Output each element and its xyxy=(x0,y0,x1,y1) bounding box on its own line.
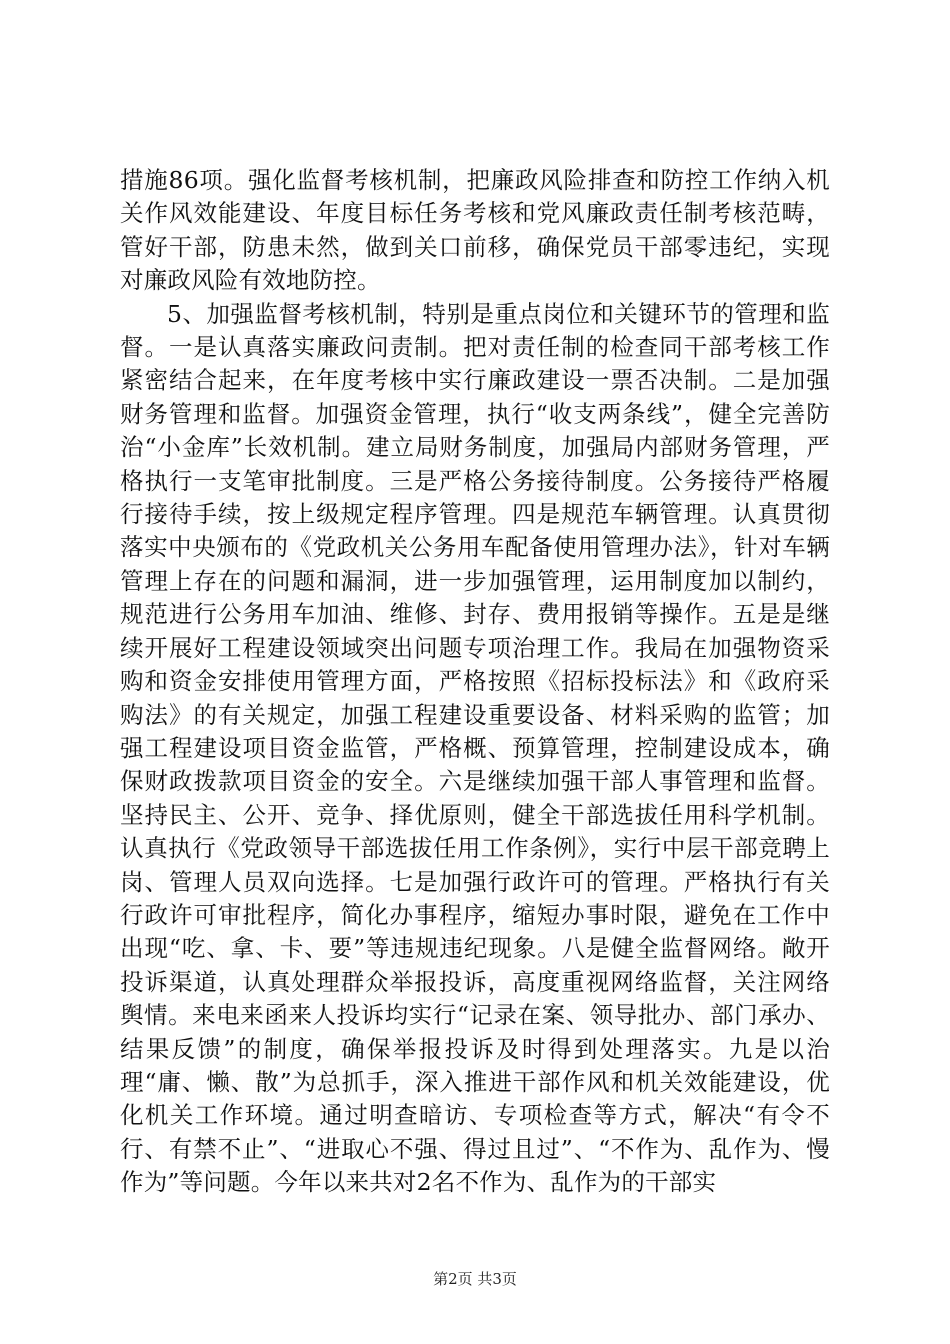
paragraph-continued: 措施86项。强化监督考核机制，把廉政风险排查和防控工作纳入机关作风效能建设、年度目标任务考核和党风廉政责任制考核范畴，管好干部，防患未然，做到关口前移，确保党员干部零违纪，实现对廉政风险有效地防控。 xyxy=(120,166,830,295)
document-body xyxy=(120,164,830,1200)
paragraph-section-5: 5、加强监督考核机制，特别是重点岗位和关键环节的管理和监督。一是认真落实廉政问责制。把对责任制的检查同干部考核工作紧密结合起来，在年度考核中实行廉政建设一票否决制。二是加强财务管理和监督。加强资金管理，执行“收支两条线”，健全完善防治“小金库”长效机制。建立局财务制度，加强局内部财务管理，严格执行一支笔审批制度。三是严格公务接待制度。公务接待严格履行接待手续，按上级规定程序管理。四是规范车辆管理。认真贯彻落实中央颁布的《党政机关公务用车配备使用管理办法》，针对车辆管理上存在的问题和漏洞，进一步加强管理，运用制度加以制约，规范进行公务用车加油、维修、封存、费用报销等操作。五是是继续开展好工程建设领域突出问题专项治理工作。我局在加强物资采购和资金安排使用管理方面，严格按照《招标投标法》和《政府采购法》的有关规定，加强工程建设重要设备、材料采购的监管；加强工程建设项目资金监管，严格概、预算管理，控制建设成本，确保财政拨款项目资金的安全。六是继续加强干部人事管理和监督。坚持民主、公开、竞争、择优原则，健全干部选拔任用科学机制。认真执行《党政领导干部选拔任用工作条例》，实行中层干部竞聘上岗、管理人员双向选择。七是加强行政许可的管理。严格执行有关行政许可审批程序，简化办事程序，缩短办事时限，避免在工作中出现“吃、拿、卡、要”等违规违纪现象。八是健全监督网络。敞开投诉渠道，认真处理群众举报投诉，高度重视网络监督，关注网络舆情。来电来函来人投诉均实行“记录在案、领导批办、部门承办、结果反馈”的制度，确保举报投诉及时得到处理落实。九是以治理“庸、懒、散”为总抓手，深入推进干部作风和机关效能建设，优化机关工作环境。通过明查暗访、专项检查等方式，解决“有令不行、有禁不止”、“进取心不强、得过且过”、“不作为、乱作为、慢作为”等问题。今年以来共对2名不作为、乱作为的干部实 xyxy=(120,299,830,1197)
page-number-footer: 第2页 共3页 xyxy=(433,1270,517,1288)
